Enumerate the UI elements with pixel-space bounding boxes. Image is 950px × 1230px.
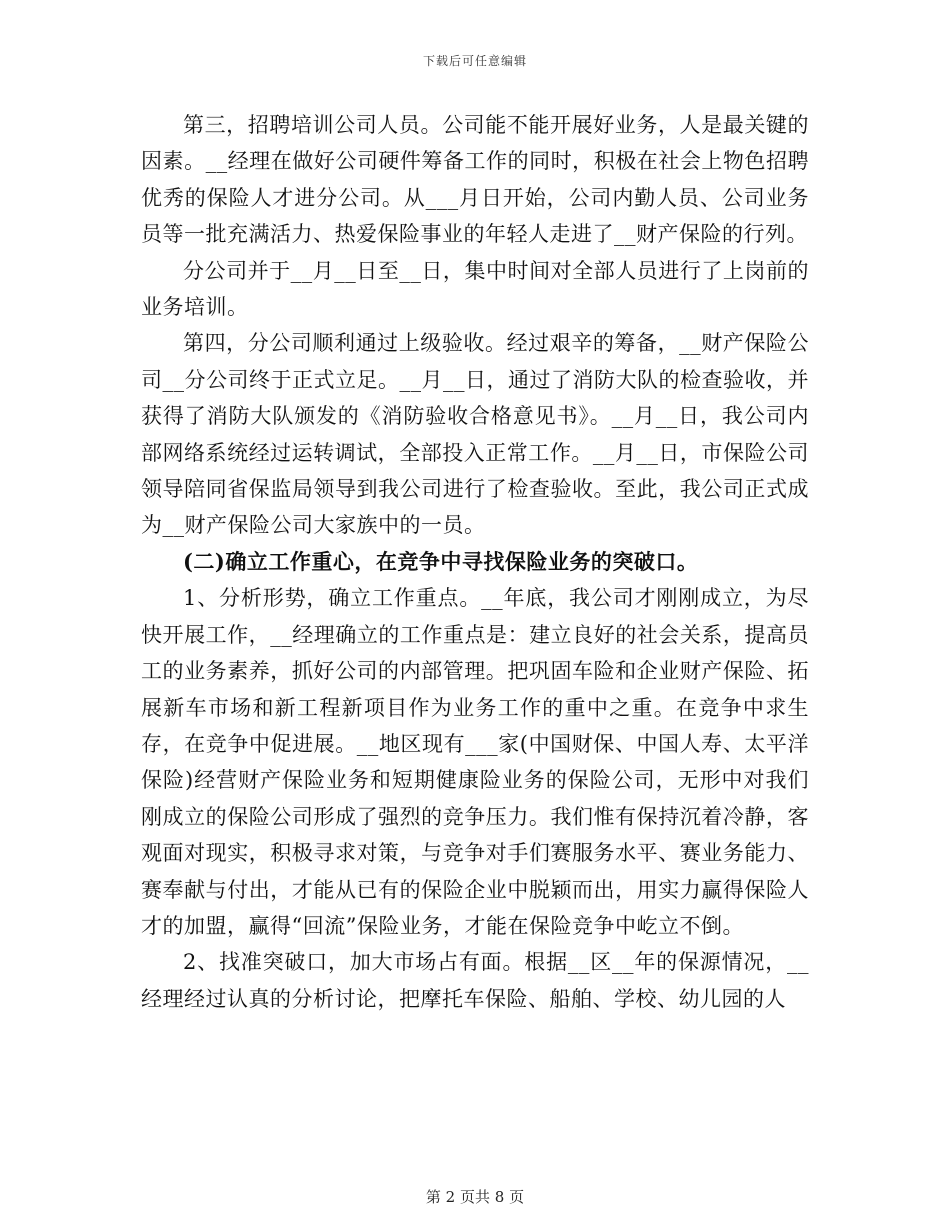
section-heading: (二)确立工作重心，在竞争中寻找保险业务的突破口。: [183, 548, 699, 574]
paragraph-analysis: 1、分析形势，确立工作重点。__年底，我公司才刚刚成立，为尽快开展工作，__经理确立的工作重点是：建立良好的社会关系，提高员工的业务素养，抓好公司的内部管理。把巩固车险和企业财产保险、拓展新车市场和新工程新项目作为业务工作的重中之重。在竞争中求生存，在竞争中促进展。__地区现有___家(中国财保、中国人寿、太平洋保险)经营财产保险业务和短期健康险业务的保险公司，无形中对我们刚成立的保险公司形成了强烈的竞争压力。我们惟有保持沉着冷静，客观面对现实，积极寻求对策，与竞争对手们赛服务水平、赛业务能力、赛奉献与付出，才能从已有的保险企业中脱颖而出，用实力赢得保险人才的加盟，赢得“回流”保险业务，才能在保险竞争中屹立不倒。: [141, 586, 809, 938]
paragraph-breakthrough: 2、找准突破口，加大市场占有面。根据__区__年的保源情况，__经理经过认真的分析讨论，把摩托车保险、船舶、学校、幼儿园的人: [141, 950, 809, 1011]
page-footer: 第 2 页共 8 页: [425, 1188, 525, 1206]
document-body: [141, 107, 809, 1017]
paragraph-staff-recruitment: 第三，招聘培训公司人员。公司能不能开展好业务，人是最关键的因素。__经理在做好公司硬件筹备工作的同时，积极在社会上物色招聘优秀的保险人才进分公司。从___月日开始，公司内勤人员、公司业务员等一批充满活力、热爱保险事业的年轻人走进了__财产保险的行列。: [141, 113, 809, 247]
paragraph-training: 分公司并于__月__日至__日，集中时间对全部人员进行了上岗前的业务培训。: [141, 258, 809, 320]
paragraph-acceptance: 第四，分公司顺利通过上级验收。经过艰辛的筹备，__财产保险公司__分公司终于正式立足。__月__日，通过了消防大队的检查验收，并获得了消防大队颁发的《消防验收合格意见书》。__月__日，我公司内部网络系统经过运转调试，全部投入正常工作。__月__日，市保险公司领导陪同省保监局领导到我公司进行了检查验收。至此，我公司正式成为__财产保险公司大家族中的一员。: [141, 331, 809, 538]
page-header: 下载后可任意编辑: [422, 54, 527, 68]
